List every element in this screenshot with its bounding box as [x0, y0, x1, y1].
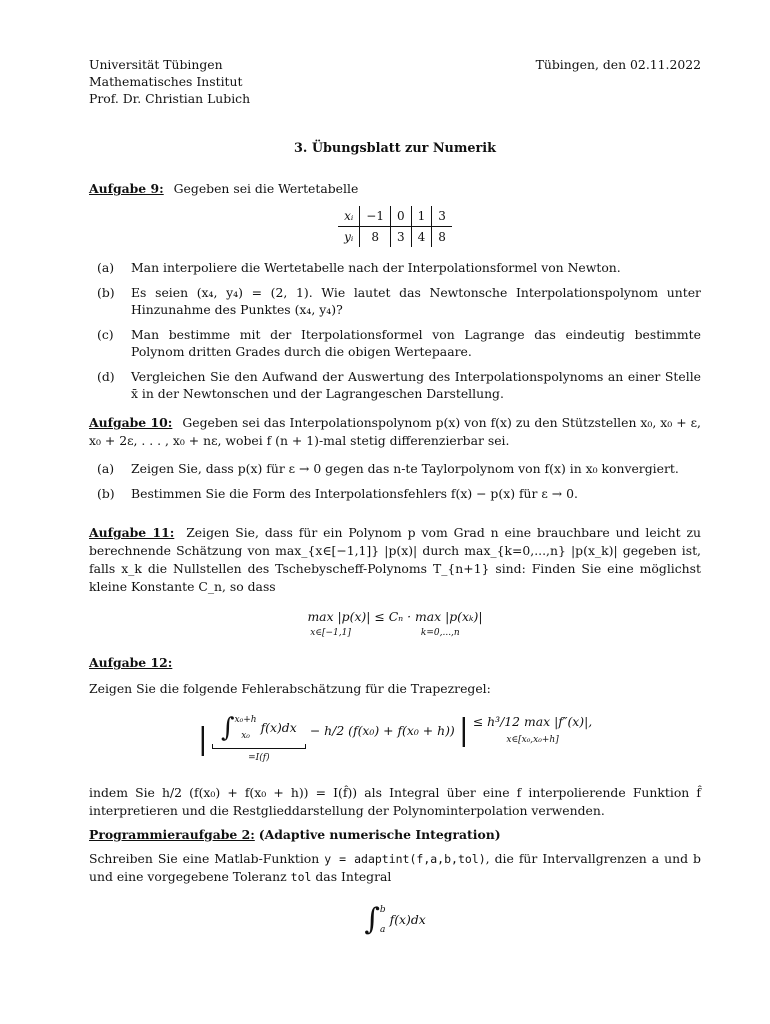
item-text: Man interpoliere die Wertetabelle nach der Interpolationsformel von Newton.	[131, 260, 621, 275]
task-9	[89, 180, 701, 402]
task-11-intro-line	[89, 524, 701, 596]
prog-task-2-head: Programmieraufgabe 2:	[89, 827, 255, 842]
integral-group	[221, 712, 297, 744]
integral-sign: ∫	[364, 902, 380, 937]
task-12-outro: indem Sie h/2 (f(x₀) + f(x₀ + h)) = I(f̂)) als Integral über eine f interpolierende Funktion f̂ interpretieren und die Restglieddarstellung der Polynominterpolation verwenden.	[89, 785, 701, 818]
exercise-sheet	[89, 56, 701, 952]
integral-sign: ∫	[220, 713, 235, 743]
integral-upper: x₀+h	[234, 715, 257, 725]
prog-task-2-intro	[89, 850, 701, 886]
task-12	[89, 654, 701, 820]
task-10-intro: Gegeben sei das Interpolationspolynom p(x) von f(x) zu den Stützstellen x₀, x₀ + ε, x₀ + 2ε, . . . , x₀ + nε, wobei f (n + 1)-mal stetig differenzierbar sei.	[89, 415, 701, 448]
university: Universität Tübingen	[89, 57, 223, 72]
prog-code-1: y = adaptint(f,a,b,tol)	[324, 852, 486, 866]
list-item	[89, 326, 701, 360]
table-cell: 0	[390, 206, 411, 227]
formula-main: max |p(x)| ≤ Cₙ · max |p(xₖ)|	[307, 609, 483, 624]
task-12-head: Aufgabe 12:	[89, 655, 173, 670]
date: Tübingen, den 02.11.2022	[535, 57, 701, 72]
task-12-formula	[89, 712, 701, 770]
item-text: Vergleichen Sie den Aufwand der Auswertung des Interpolationspolynoms an einer Stelle x̄ in der Newtonschen und der Lagrangeschen Darstellung.	[131, 369, 701, 401]
list-item	[89, 368, 701, 402]
header-left	[89, 56, 250, 107]
integral-upper: b	[379, 905, 386, 915]
formula-sub-left: x∈[−1,1]	[310, 628, 351, 638]
abs-left: |	[197, 721, 208, 757]
list-item	[89, 485, 701, 502]
institute: Mathematisches Institut	[89, 74, 243, 89]
table-cell: 3	[390, 227, 411, 248]
prog-integral	[89, 900, 701, 940]
integral-lower: a	[380, 925, 386, 935]
list-item	[89, 284, 701, 318]
header	[89, 56, 701, 107]
formula-row	[198, 712, 592, 767]
item-label: (a)	[97, 260, 115, 275]
prog-intro-1: Schreiben Sie eine Matlab-Funktion	[89, 851, 320, 866]
sheet-title: 3. Übungsblatt zur Numerik	[294, 141, 496, 156]
table-y-label: yᵢ	[338, 227, 360, 248]
table-cell: 8	[360, 227, 391, 248]
integral-lower: x₀	[241, 731, 250, 741]
task-12-intro: Zeigen Sie die folgende Fehlerabschätzung für die Trapezregel:	[89, 681, 491, 696]
task-11-formula	[89, 608, 701, 642]
professor: Prof. Dr. Christian Lubich	[89, 91, 251, 106]
item-text: Zeigen Sie, dass p(x) für ε → 0 gegen das n-te Taylorpolynom von f(x) in x₀ konvergiert.	[131, 461, 679, 476]
task-9-intro: Gegeben sei die Wertetabelle	[173, 181, 359, 196]
formula-rhs-sub: x∈[x₀,x₀+h]	[506, 734, 559, 745]
item-label: (c)	[97, 327, 114, 342]
integral-limits	[380, 900, 386, 940]
prog-task-2-heading	[89, 826, 701, 844]
task-9-items	[89, 259, 701, 402]
table-cell: 3	[432, 206, 452, 227]
task-10-items	[89, 460, 701, 502]
item-label: (d)	[97, 369, 115, 384]
prog-task-2-subtitle: (Adaptive numerische Integration)	[258, 827, 501, 842]
task-11-intro: Zeigen Sie, dass für ein Polynom p vom Grad n eine brauchbare und leicht zu berechnende Schätzung von max_{x∈[−1,1]} |p(x)| durch max_{k=0,...,n} |p(x_k)| gegeben ist, falls x_k die Nullstellen des Tschebyscheff-Polynoms T_{n+1} sind: Finden Sie eine möglichst kleine Konstante C_n, so dass	[89, 525, 701, 594]
underbrace-label: =I(f)	[248, 753, 270, 763]
task-10-head: Aufgabe 10:	[89, 415, 173, 430]
table-cell: 4	[411, 227, 432, 248]
task-11-head: Aufgabe 11:	[89, 525, 175, 540]
formula-rhs: ≤ h³/12 max |f″(x)|,	[472, 713, 593, 729]
underbrace-group	[212, 712, 306, 767]
prog-task-2	[89, 826, 701, 940]
list-item	[89, 259, 701, 276]
table-cell: 1	[411, 206, 432, 227]
prog-code-2: tol	[290, 870, 312, 884]
formula-rest: − h/2 (f(x₀) + f(x₀ + h))	[309, 722, 455, 738]
formula-rhs-group	[473, 713, 592, 749]
table-cell: 8	[438, 230, 446, 244]
prog-intro-2: , die für Intervallgrenzen a und b und eine vorgegebene Toleranz	[89, 851, 701, 884]
table-x-label: xᵢ	[338, 206, 360, 227]
item-label: (b)	[97, 285, 115, 300]
item-text: Man bestimme mit der Iterpolationsformel von Lagrange das eindeutig bestimmte Polynom dritten Grades durch die obigen Wertepaare.	[131, 327, 701, 359]
task-9-head: Aufgabe 9:	[89, 181, 164, 196]
abs-right: |	[458, 712, 469, 748]
task-10-intro-line	[89, 414, 701, 450]
task-10	[89, 414, 701, 502]
item-label: (a)	[97, 461, 115, 476]
item-label: (b)	[97, 486, 115, 501]
integral-limits	[235, 712, 257, 744]
task-11	[89, 524, 701, 642]
formula-subscripts	[89, 624, 681, 642]
integrand: f(x)dx	[260, 720, 297, 735]
integral-body: f(x)dx	[389, 912, 426, 927]
formula-sub-right: k=0,...,n	[420, 628, 460, 638]
prog-intro-3: das Integral	[315, 869, 392, 884]
table-cell: −1	[360, 206, 391, 227]
item-text: Bestimmen Sie die Form des Interpolationsfehlers f(x) − p(x) für ε → 0.	[131, 486, 578, 501]
list-item	[89, 460, 701, 477]
item-text: Es seien (x₄, y₄) = (2, 1). Wie lautet das Newtonsche Interpolationspolynom unter Hinzunahme des Punktes (x₄, y₄)?	[131, 285, 701, 317]
value-table	[338, 206, 452, 247]
